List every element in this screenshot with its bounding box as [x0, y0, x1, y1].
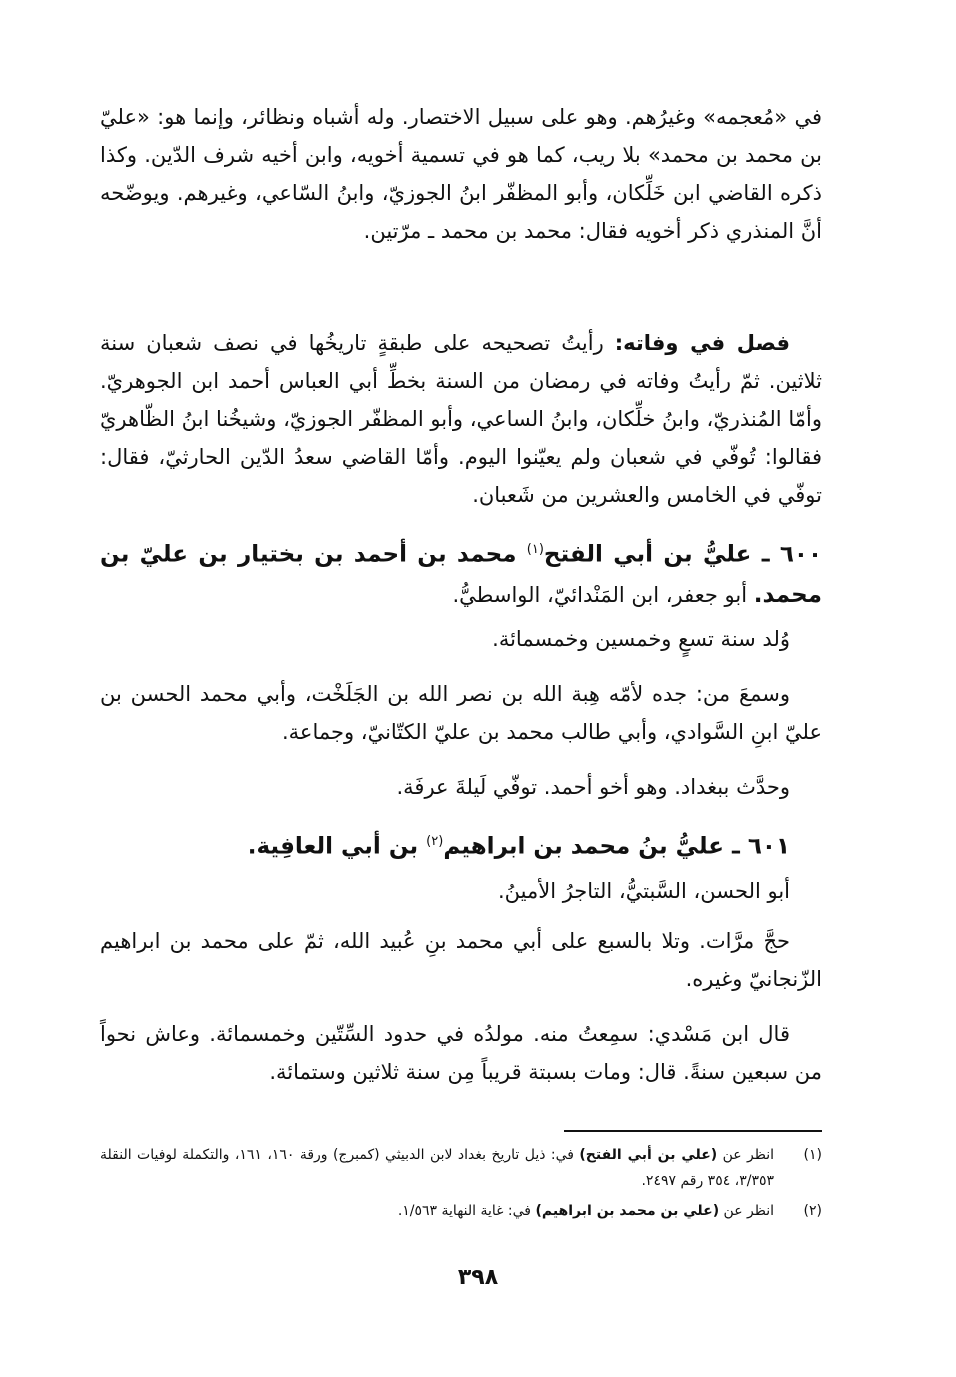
footnote-2-text: في: غاية النهاية ١/٥٦٣. [397, 1203, 536, 1219]
entry-601-ibn-masdi: قال ابن مَسْدي: سمِعتُ منه. مولدُه في حدود السِّتّين وخمسمائة. وعاش نحواً من سبعين سنةً. قال: ومات بسبتة قريباً مِن سنة ثلاثين وستمائة. [100, 1022, 822, 1084]
footnote-ref-1: (١) [526, 542, 544, 557]
footnote-2-subject: (علي بن محمد بن ابراهيم) [535, 1203, 720, 1219]
footnote-1-number: (١) [803, 1147, 822, 1163]
footnote-separator [564, 1130, 822, 1132]
paragraph-continuation: في «مُعجمه» وغيرُهم. وهو على سبيل الاختصار. وله أشباه ونظائر، وإنما هو: «عليّ بن محمد بن محمد» بلا ريب، كما هو في تسمية أخويه، وابن أخيه شرف الدّين. وكذا ذكره القاضي ابن خَلِّكان، وأبو المظفّر ابنُ الجوزيّ، وابنُ السّاعي، وغيرهم. ويوضّحه أنَّ المنذري ذكر أخويه فقال: محمد بن محمد ـ مرّتين. [100, 105, 822, 243]
entry-601-name-rest: بن أبي العافِية. [247, 833, 427, 860]
entry-600-heard: وسمعَ من: جده لأمّه هِبة الله بن نصر الله بن الجَلَخْت، وأبي محمد الحسن بن عليّ ابنِ السَّوادي، وأبي طالب محمد بن عليّ الكتّانيّ، وجماعة. [100, 682, 822, 744]
footnote-2-number: (٢) [803, 1203, 822, 1219]
entry-600-title [100, 530, 822, 615]
entry-600-lineage: محمد بن أحمد بن بختيار بن عليّ بن محمد. [100, 541, 822, 608]
paragraph-death-section [100, 324, 822, 514]
footnotes [100, 1142, 822, 1228]
page-body [100, 90, 822, 1290]
entry-601-title [100, 823, 822, 866]
entry-600-name: ٦٠٠ ـ عليُّ بن أبي الفتح [543, 541, 822, 568]
footnote-1-pre: انظر عن [717, 1147, 775, 1163]
footnote-1-subject: (علي بن أبي الفتح) [579, 1147, 718, 1163]
entry-600-born: وُلد سنة تسعٍ وخمسين وخمسمائة. [492, 627, 790, 651]
entry-601-kunya: أبو الحسن، السَّبتيُّ، التاجرُ الأمينُ. [497, 879, 790, 903]
entry-600-kunya: أبو جعفر، ابن المَنْدائيّ، الواسطيُّ. [452, 582, 754, 607]
footnote-ref-2: (٢) [426, 834, 444, 849]
section-text: رأيتُ تصحيحه على طبقةٍ تاريخُها في نصف شعبان سنة ثلاثين. ثمّ رأيتُ وفاته في رمضان من السنة بخطِّ أبي العباس أحمد ابن الجوهريّ. وأمّا المُنذريّ، وابنُ خلِّكان، وابنُ الساعي، وأبو المظفّر الجوزيّ، وشيخُنا ابنُ الظّاهريّ فقالوا: تُوفّي في شعبان ولم يعيّنوا اليوم. وأمّا القاضي سعدُ الدّين الحارثيّ، فقال: توفّي في الخامس والعشرين من شَعبان. [100, 331, 822, 507]
footnote-2-pre: انظر عن [719, 1203, 774, 1219]
page-number: ٣٩٨ [457, 1265, 499, 1290]
entry-601-name: ٦٠١ ـ عليُّ بنُ محمد بن ابراهيم [443, 833, 790, 860]
footnote-2 [100, 1198, 822, 1224]
entry-600-narrated: وحدَّث ببغداد. وهو أخو أحمد. توفّي لَيلةَ عرفَة. [396, 775, 790, 799]
footnote-1-text: في: ذيل تاريخ بغداد لابن الدبيثي (كمبرج) ورقة ١٦٠، ١٦١، والتكملة لوفيات النقلة ٣/٣٥٣، ٣٥٤ رقم ٢٤٩٧. [100, 1147, 774, 1189]
entry-601-hajj: حجَّ مرَّات. وتلا بالسبع على أبي محمد بنِ عُبيد الله، ثمّ على محمد بن ابراهيم الزّنجانيّ وغيره. [100, 929, 822, 991]
footnote-1 [100, 1142, 822, 1194]
section-heading: فصل في وفاته: [614, 331, 790, 355]
